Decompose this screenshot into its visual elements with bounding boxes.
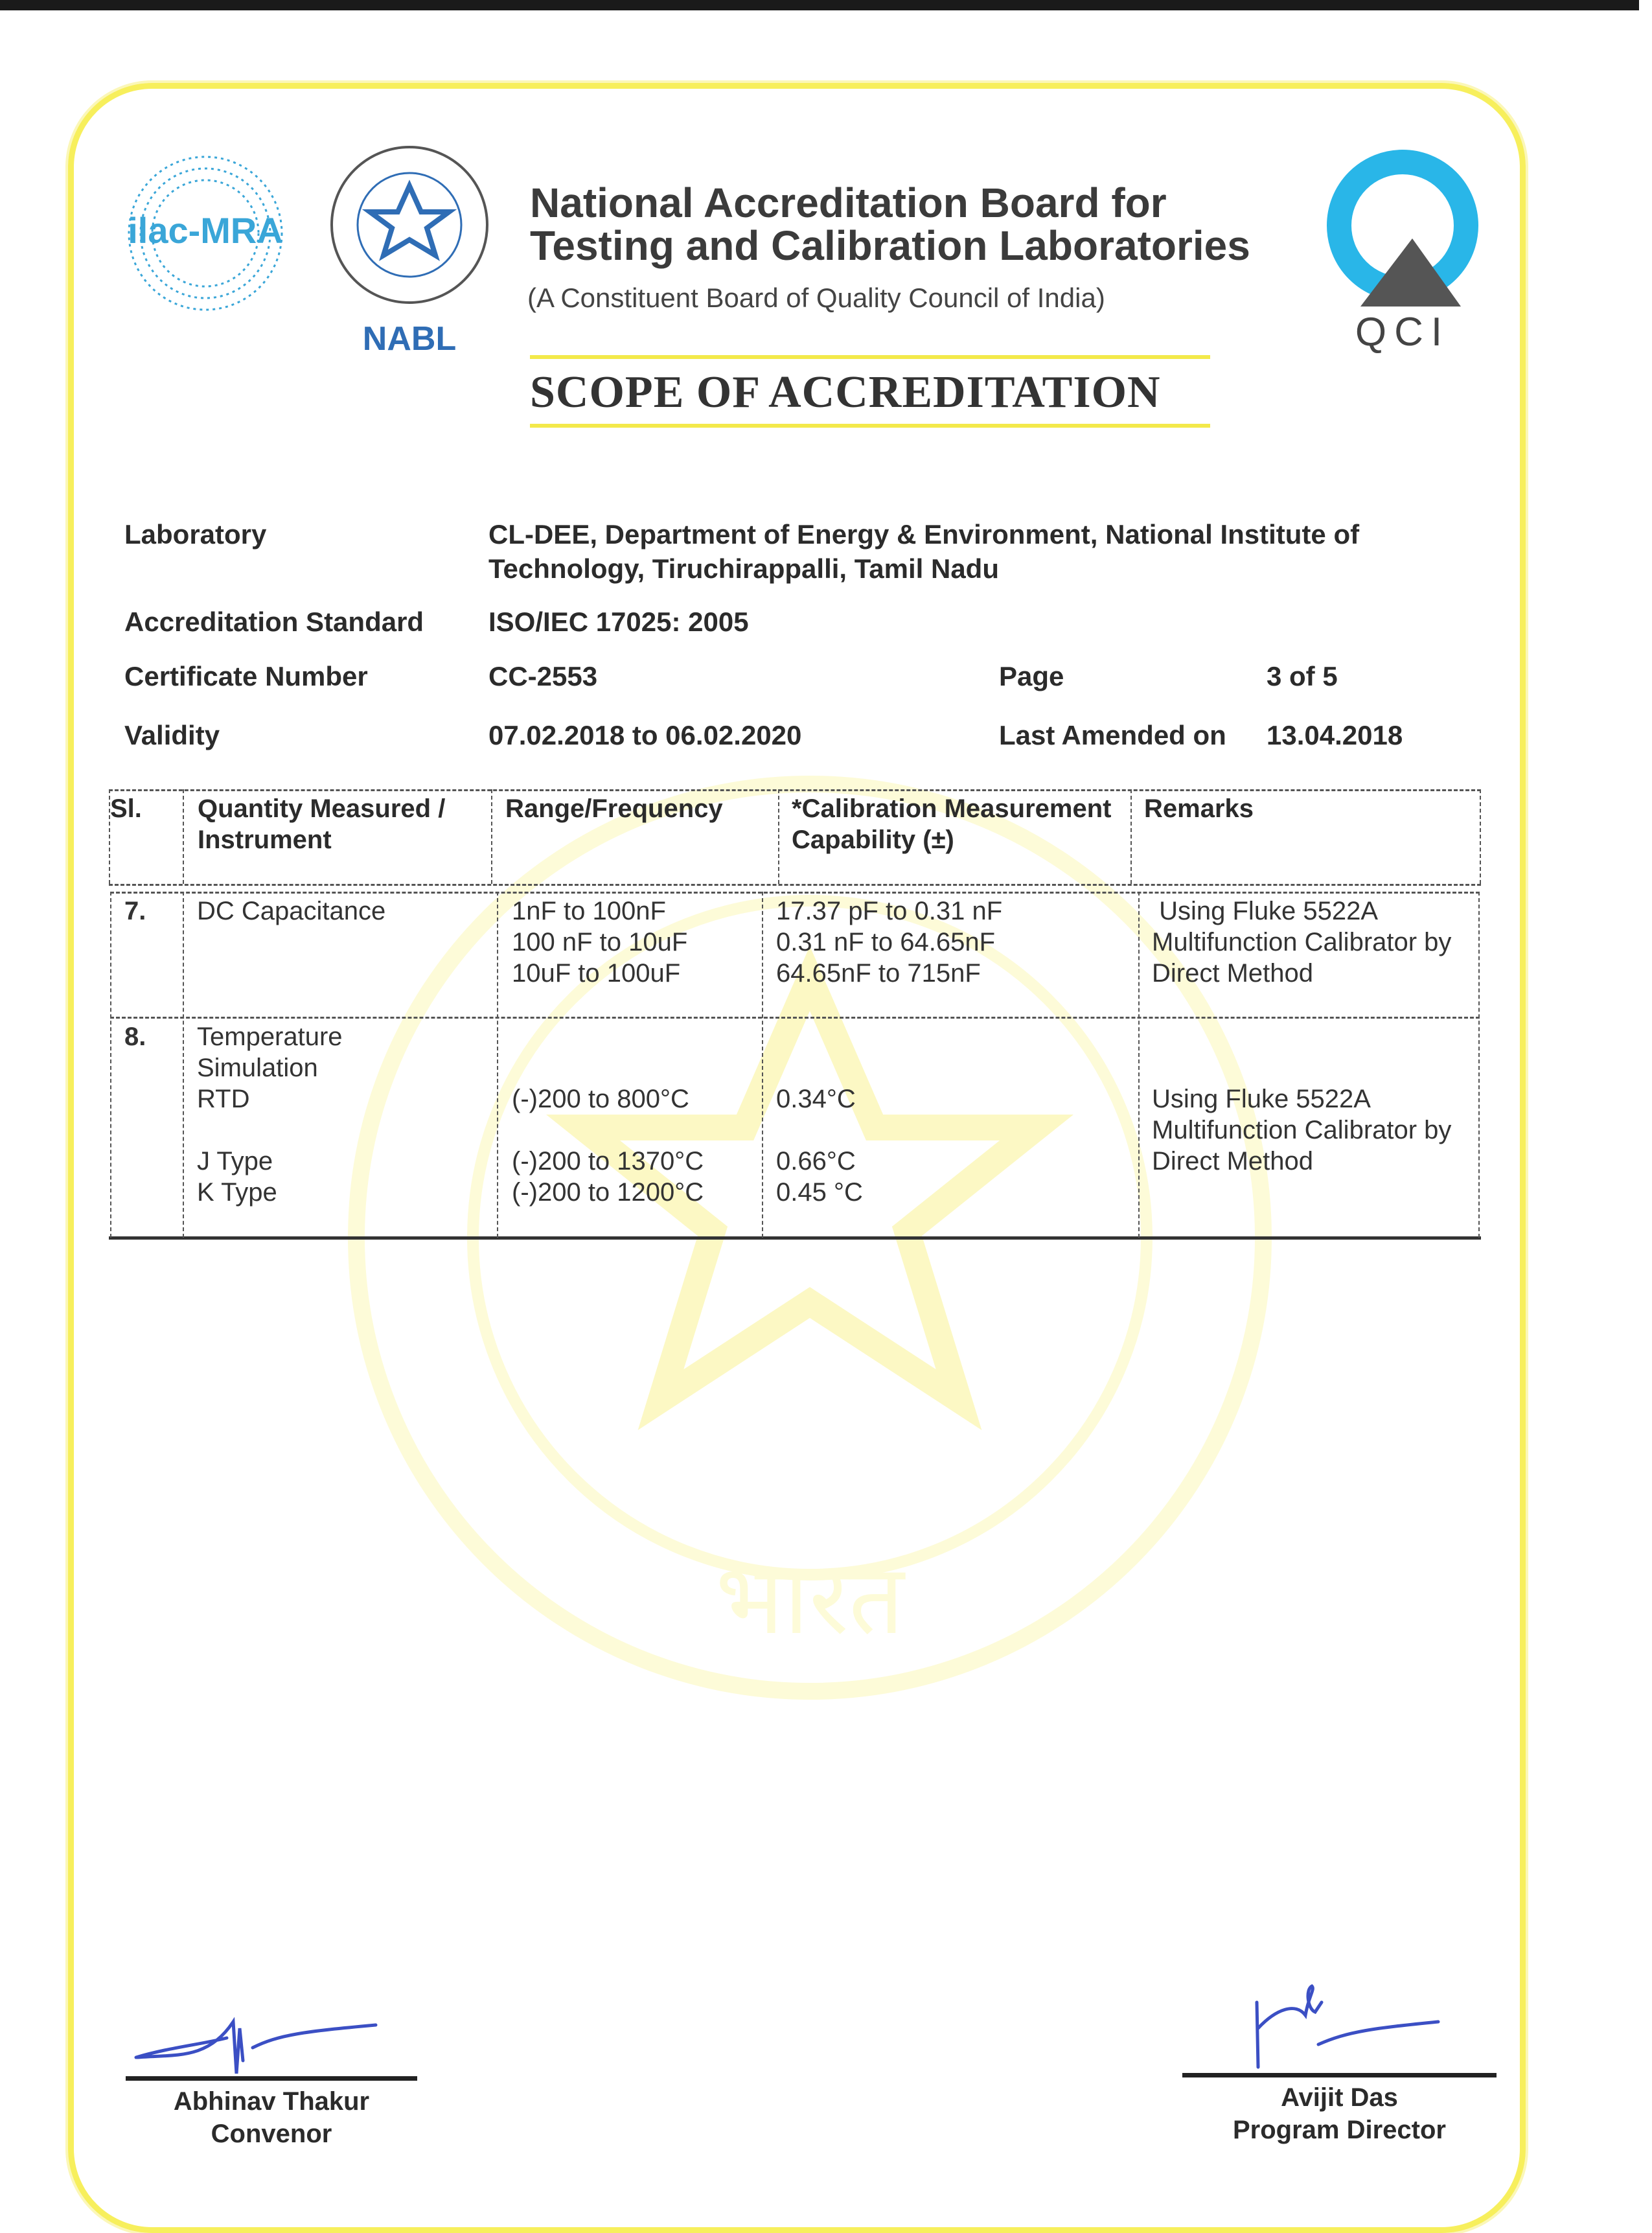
document-title: SCOPE OF ACCREDITATION (530, 367, 1161, 417)
row-quantity: DC Capacitance (197, 897, 386, 925)
body-divider (497, 892, 498, 1238)
header-bottom-border (109, 884, 1481, 886)
signature-convenor (130, 2009, 389, 2080)
header-range: Range/Frequency (505, 794, 723, 823)
body-divider (183, 892, 184, 1238)
standard-label: Accreditation Standard (124, 607, 424, 637)
body-divider (1478, 892, 1480, 1238)
laboratory-label: Laboratory (124, 519, 267, 550)
page-label: Page (999, 661, 1064, 691)
header-top-border (109, 789, 1481, 791)
certificate-value: CC-2553 (488, 661, 598, 691)
scan-edge-bar (0, 0, 1639, 10)
nabl-logo (327, 144, 496, 364)
svg-text:NABL: NABL (362, 320, 457, 358)
svg-text:ilac-MRA: ilac-MRA (128, 210, 283, 251)
header-sl: Sl. (110, 794, 142, 823)
row-sl: 7. (124, 897, 146, 925)
validity-label: Validity (124, 720, 220, 750)
row-cmc: 17.37 pF to 0.31 nF 0.31 nF to 64.65nF 64.65nF to 715nF (776, 897, 1003, 988)
signature-line-director (1182, 2073, 1497, 2077)
signer-name: Avijit Das (1281, 2083, 1398, 2112)
header-divider (1130, 789, 1132, 884)
signer-role: Convenor (211, 2120, 332, 2148)
header-quantity: Quantity Measured / Instrument (198, 794, 446, 854)
laboratory-line2: Technology, Tiruchirappalli, Tamil Nadu (488, 553, 999, 584)
watermark-text: भारत (715, 1544, 904, 1656)
title-rule-bottom (530, 424, 1210, 428)
certificate-label: Certificate Number (124, 661, 368, 691)
org-title-line1: National Accreditation Board for (530, 179, 1167, 226)
org-subtitle: (A Constituent Board of Quality Council of India) (527, 283, 1105, 313)
laboratory-value (488, 517, 1359, 586)
page-value: 3 of 5 (1267, 661, 1338, 691)
row-range: (-)200 to 800°C (-)200 to 1370°C (-)200 to 1200°C (512, 1085, 704, 1207)
signature-line-convenor (126, 2076, 417, 2081)
org-title-line2: Testing and Calibration Laboratories (530, 222, 1250, 269)
table-bottom-border (109, 1236, 1481, 1240)
header-divider (183, 789, 184, 884)
qci-logo (1322, 148, 1490, 355)
svg-text:QCI: QCI (1355, 310, 1451, 354)
header-divider (491, 789, 492, 884)
standard-value: ISO/IEC 17025: 2005 (488, 607, 749, 637)
signature-program-director (1244, 1983, 1451, 2074)
header-divider (778, 789, 779, 884)
body-divider (762, 892, 763, 1238)
title-rule-top (530, 355, 1210, 359)
header-remarks: Remarks (1144, 794, 1254, 823)
row-remarks: Using Fluke 5522A Multifunction Calibrator by Direct Method (1152, 897, 1452, 988)
row-divider (110, 1017, 1480, 1019)
signer-role: Program Director (1233, 2116, 1446, 2144)
body-divider (1138, 892, 1140, 1238)
validity-value: 07.02.2018 to 06.02.2020 (488, 720, 802, 750)
ilac-mra-logo (124, 152, 286, 314)
signer-name: Abhinav Thakur (173, 2087, 370, 2116)
amended-value: 13.04.2018 (1267, 720, 1403, 750)
row-quantity: Temperature Simulation RTD J Type K Type (197, 1023, 343, 1207)
row-sl: 8. (124, 1023, 146, 1051)
amended-label: Last Amended on (999, 720, 1226, 750)
row-cmc: 0.34°C 0.66°C 0.45 °C (776, 1085, 863, 1207)
header-cmc: *Calibration Measurement Capability (±) (792, 794, 1112, 854)
body-divider (110, 892, 111, 1238)
director-name (1182, 2081, 1497, 2146)
convenor-name (126, 2085, 417, 2150)
row-range: 1nF to 100nF 100 nF to 10uF 10uF to 100uF (512, 897, 688, 988)
row-remarks: Using Fluke 5522A Multifunction Calibrator by Direct Method (1152, 1085, 1452, 1175)
org-title (530, 181, 1250, 267)
body-top-border (110, 892, 1480, 894)
header-divider (1480, 789, 1481, 884)
laboratory-line1: CL-DEE, Department of Energy & Environment, National Institute of (488, 519, 1360, 550)
